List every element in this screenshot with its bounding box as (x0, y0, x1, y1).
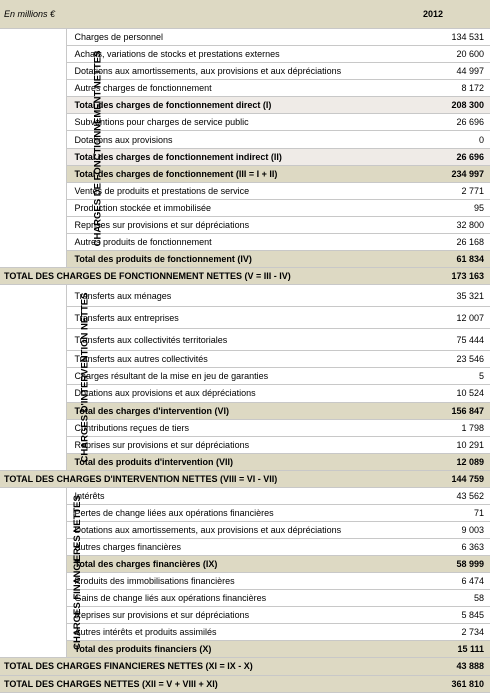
table-row (0, 307, 490, 329)
row-value: 156 847 (376, 402, 490, 419)
row-value: 23 546 (376, 351, 490, 368)
row-label: Total des charges de fonctionnement direct (I) (66, 97, 376, 114)
row-value: 43 562 (376, 487, 490, 504)
row-value: 20 600 (376, 46, 490, 63)
row-label: Transferts aux autres collectivités (66, 351, 376, 368)
year-header: 2012 (376, 0, 490, 29)
row-label: Transferts aux ménages (66, 285, 376, 307)
row-label: Pertes de change liées aux opérations financières (66, 504, 376, 521)
grand-total-label: TOTAL DES CHARGES NETTES (XII = V + VIII + XI) (0, 675, 376, 692)
table-row (0, 233, 490, 250)
header-row (0, 0, 490, 29)
row-label: Total des charges de fonctionnement (III = I + II) (66, 165, 376, 182)
section-title-text: CHARGES DE FONCTIONNEMENT NETTES (92, 50, 104, 246)
row-value: 5 845 (376, 607, 490, 624)
row-value: 26 696 (376, 114, 490, 131)
row-value: 12 007 (376, 307, 490, 329)
row-label: Subventions pour charges de service public (66, 114, 376, 131)
row-label: Total des charges d'intervention (VI) (66, 402, 376, 419)
row-label: Total des produits d'intervention (VII) (66, 453, 376, 470)
net-total-value: 144 759 (376, 470, 490, 487)
row-value: 26 168 (376, 233, 490, 250)
row-label: Total des charges financières (IX) (66, 556, 376, 573)
table-row (0, 80, 490, 97)
table-row (0, 29, 490, 46)
row-label: Reprises sur provisions et sur dépréciations (66, 216, 376, 233)
row-label: Dotations aux amortissements, aux provisions et aux dépréciations (66, 521, 376, 538)
row-value: 44 997 (376, 63, 490, 80)
row-label: Achats, variations de stocks et prestations externes (66, 46, 376, 63)
table-row (0, 487, 490, 504)
table-row (0, 63, 490, 80)
row-label: Transferts aux entreprises (66, 307, 376, 329)
table-row (0, 165, 490, 182)
unit-label: En millions € (0, 0, 376, 29)
row-value: 26 696 (376, 148, 490, 165)
row-label: Autres charges de fonctionnement (66, 80, 376, 97)
row-value: 134 531 (376, 29, 490, 46)
row-label: Total des produits de fonctionnement (IV) (66, 250, 376, 267)
row-value: 12 089 (376, 453, 490, 470)
table-row (0, 97, 490, 114)
row-value: 2 734 (376, 624, 490, 641)
table-row (0, 285, 490, 307)
row-label: Gains de change liés aux opérations financières (66, 590, 376, 607)
grand-total-row (0, 675, 490, 692)
row-label: Autres charges financières (66, 539, 376, 556)
row-value: 61 834 (376, 250, 490, 267)
row-label: Contributions reçues de tiers (66, 419, 376, 436)
row-value: 10 291 (376, 436, 490, 453)
row-value: 234 997 (376, 165, 490, 182)
row-value: 6 474 (376, 573, 490, 590)
row-label: Total des produits financiers (X) (66, 641, 376, 658)
row-label: Reprises sur provisions et sur dépréciations (66, 607, 376, 624)
table-row (0, 368, 490, 385)
row-value: 58 (376, 590, 490, 607)
net-total-label: TOTAL DES CHARGES FINANCIERES NETTES (XI = IX - X) (0, 658, 376, 675)
row-value: 2 771 (376, 182, 490, 199)
row-value: 75 444 (376, 329, 490, 351)
table-row (0, 419, 490, 436)
row-value: 6 363 (376, 539, 490, 556)
section-title-fonctionnement (0, 29, 104, 268)
net-total-row (0, 658, 490, 675)
row-value: 208 300 (376, 97, 490, 114)
row-label: Total des charges de fonctionnement indirect (II) (66, 148, 376, 165)
row-value: 0 (376, 131, 490, 148)
row-label: Produits des immobilisations financières (66, 573, 376, 590)
table-row (0, 385, 490, 402)
row-label: Ventes de produits et prestations de service (66, 182, 376, 199)
net-total-value: 43 888 (376, 658, 490, 675)
section-title-intervention (0, 285, 91, 471)
section-title-text: CHARGES D'INTERVENTION NETTES (79, 292, 91, 463)
row-label: Production stockée et immobilisée (66, 199, 376, 216)
row-value: 58 999 (376, 556, 490, 573)
section-title-text: CHARGES FINANCIERES NETTES (71, 495, 83, 650)
row-label: Charges résultant de la mise en jeu de garanties (66, 368, 376, 385)
table-row (0, 199, 490, 216)
table-row (0, 131, 490, 148)
table-row (0, 148, 490, 165)
row-label: Reprises sur provisions et sur dépréciations (66, 436, 376, 453)
table-row (0, 182, 490, 199)
table-row (0, 46, 490, 63)
row-label: Autres intérêts et produits assimilés (66, 624, 376, 641)
row-label: Dotations aux provisions et aux dépréciations (66, 385, 376, 402)
row-value: 1 798 (376, 419, 490, 436)
net-total-label: TOTAL DES CHARGES D'INTERVENTION NETTES (VIII = VI - VII) (0, 470, 376, 487)
section-title-financieres (0, 487, 83, 658)
net-total-row (0, 267, 490, 284)
row-value: 95 (376, 199, 490, 216)
table-row (0, 216, 490, 233)
table-row (0, 436, 490, 453)
row-label: Charges de personnel (66, 29, 376, 46)
row-value: 71 (376, 504, 490, 521)
table-row (0, 329, 490, 351)
table-row (0, 453, 490, 470)
table-row (0, 250, 490, 267)
row-label: Dotations aux provisions (66, 131, 376, 148)
row-value: 8 172 (376, 80, 490, 97)
grand-total-value: 361 810 (376, 675, 490, 692)
table-row (0, 351, 490, 368)
row-value: 10 524 (376, 385, 490, 402)
row-label: Dotations aux amortissements, aux provisions et aux dépréciations (66, 63, 376, 80)
table-row (0, 402, 490, 419)
net-total-value: 173 163 (376, 267, 490, 284)
row-label: Autres produits de fonctionnement (66, 233, 376, 250)
row-label: Transferts aux collectivités territoriales (66, 329, 376, 351)
row-value: 5 (376, 368, 490, 385)
net-total-row (0, 470, 490, 487)
row-value: 9 003 (376, 521, 490, 538)
table-row (0, 114, 490, 131)
row-value: 35 321 (376, 285, 490, 307)
row-value: 32 800 (376, 216, 490, 233)
row-value: 15 111 (376, 641, 490, 658)
net-total-label: TOTAL DES CHARGES DE FONCTIONNEMENT NETTES (V = III - IV) (0, 267, 376, 284)
row-label: Intérêts (66, 487, 376, 504)
